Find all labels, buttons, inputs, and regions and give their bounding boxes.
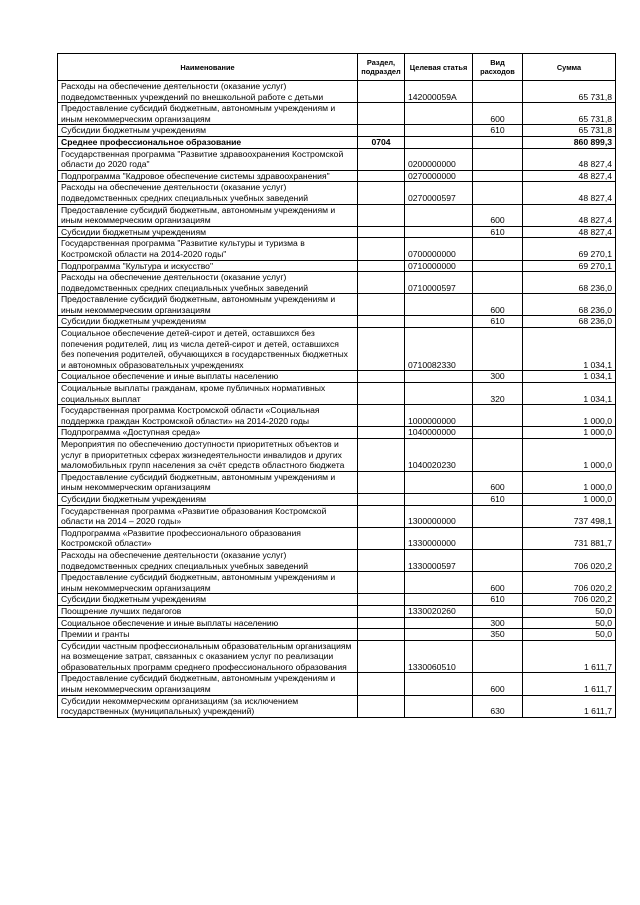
cell-section [358, 439, 405, 472]
cell-section [358, 427, 405, 439]
budget-table-page [57, 53, 615, 718]
cell-type: 630 [473, 695, 523, 717]
cell-target: 0270000000 [405, 170, 473, 182]
cell-section [358, 328, 405, 371]
header-sum: Сумма [523, 54, 616, 81]
cell-target: 0270000597 [405, 182, 473, 204]
cell-section [358, 371, 405, 383]
cell-target: 1330000597 [405, 549, 473, 571]
cell-type [473, 505, 523, 527]
cell-target [405, 695, 473, 717]
cell-name: Социальное обеспечение детей-сирот и детей, оставшихся без попечения родителей, лиц из числа детей-сирот и детей, оставшихся без попечения родителей, обучающихся в государственных бюджетных и автономных образовательных учреждениях [58, 328, 358, 371]
cell-target: 1300000000 [405, 505, 473, 527]
table-row [58, 182, 616, 204]
cell-type: 600 [473, 204, 523, 226]
table-row [58, 81, 616, 103]
cell-section [358, 640, 405, 673]
cell-type [473, 260, 523, 272]
cell-name: Субсидии бюджетным учреждениям [58, 125, 358, 137]
cell-name: Мероприятия по обеспечению доступности приоритетных объектов и услуг в приоритетных сферах жизнедеятельности инвалидов и других маломобильных групп населения за счёт средств областного бюджета [58, 439, 358, 472]
cell-target: 1330000000 [405, 527, 473, 549]
cell-name: Субсидии бюджетным учреждениям [58, 493, 358, 505]
cell-name: Расходы на обеспечение деятельности (оказание услуг) подведомственных средних специальных учебных заведений [58, 549, 358, 571]
table-row [58, 629, 616, 641]
cell-sum: 65 731,8 [523, 125, 616, 137]
table-row [58, 439, 616, 472]
cell-sum: 48 827,4 [523, 170, 616, 182]
cell-type [473, 81, 523, 103]
table-row [58, 125, 616, 137]
cell-section [358, 125, 405, 137]
cell-name: Предоставление субсидий бюджетным, автономным учреждениям и иным некоммерческим организациям [58, 294, 358, 316]
table-row [58, 549, 616, 571]
cell-section [358, 549, 405, 571]
cell-section [358, 238, 405, 260]
cell-sum: 1 000,0 [523, 427, 616, 439]
cell-target: 0710000597 [405, 272, 473, 294]
cell-type: 600 [473, 572, 523, 594]
cell-name: Социальные выплаты гражданам, кроме публичных нормативных социальных выплат [58, 383, 358, 405]
cell-section [358, 103, 405, 125]
table-row [58, 238, 616, 260]
cell-section [358, 605, 405, 617]
cell-sum: 1 611,7 [523, 673, 616, 695]
cell-section: 0704 [358, 136, 405, 148]
cell-type: 600 [473, 673, 523, 695]
cell-sum: 68 236,0 [523, 272, 616, 294]
table-row [58, 617, 616, 629]
table-row [58, 103, 616, 125]
cell-sum: 731 881,7 [523, 527, 616, 549]
cell-name: Подпрограмма "Культура и искусство" [58, 260, 358, 272]
cell-name: Субсидии бюджетным учреждениям [58, 594, 358, 606]
cell-target: 1000000000 [405, 405, 473, 427]
cell-name: Социальное обеспечение и иные выплаты населению [58, 371, 358, 383]
cell-type [473, 170, 523, 182]
table-row [58, 148, 616, 170]
cell-target: 0700000000 [405, 238, 473, 260]
table-row [58, 383, 616, 405]
cell-sum: 1 000,0 [523, 493, 616, 505]
table-row [58, 294, 616, 316]
cell-sum: 1 611,7 [523, 695, 616, 717]
cell-type [473, 238, 523, 260]
cell-name: Государственная программа "Развитие культуры и туризма в Костромской области на 2014-2020 годы" [58, 238, 358, 260]
cell-target [405, 471, 473, 493]
cell-target [405, 629, 473, 641]
cell-name: Среднее профессиональное образование [58, 136, 358, 148]
cell-sum: 48 827,4 [523, 204, 616, 226]
cell-type: 300 [473, 617, 523, 629]
cell-name: Субсидии некоммерческим организациям (за исключением государственных (муниципальных) учреждений) [58, 695, 358, 717]
cell-target [405, 594, 473, 606]
cell-name: Государственная программа "Развитие здравоохранения Костромской области до 2020 года" [58, 148, 358, 170]
cell-sum: 1 000,0 [523, 439, 616, 472]
cell-target [405, 125, 473, 137]
cell-section [358, 182, 405, 204]
cell-sum: 1 034,1 [523, 328, 616, 371]
cell-type: 610 [473, 493, 523, 505]
cell-target [405, 204, 473, 226]
table-row [58, 505, 616, 527]
cell-target [405, 226, 473, 238]
cell-type: 600 [473, 103, 523, 125]
cell-sum: 68 236,0 [523, 294, 616, 316]
cell-sum: 68 236,0 [523, 316, 616, 328]
cell-name: Поощрение лучших педагогов [58, 605, 358, 617]
cell-type [473, 427, 523, 439]
cell-name: Расходы на обеспечение деятельности (оказание услуг) подведомственных учреждений по внешкольной работе с детьми [58, 81, 358, 103]
cell-target [405, 316, 473, 328]
cell-target [405, 371, 473, 383]
cell-target [405, 572, 473, 594]
table-row [58, 695, 616, 717]
cell-section [358, 148, 405, 170]
cell-type [473, 527, 523, 549]
cell-name: Субсидии бюджетным учреждениям [58, 316, 358, 328]
cell-target: 1330060510 [405, 640, 473, 673]
cell-sum: 50,0 [523, 629, 616, 641]
cell-sum: 65 731,8 [523, 81, 616, 103]
table-row [58, 316, 616, 328]
cell-type: 610 [473, 226, 523, 238]
cell-type: 610 [473, 316, 523, 328]
table-body [58, 81, 616, 718]
cell-name: Расходы на обеспечение деятельности (оказание услуг) подведомственных средних специальных учебных заведений [58, 272, 358, 294]
cell-type: 600 [473, 471, 523, 493]
table-row [58, 572, 616, 594]
cell-target [405, 103, 473, 125]
cell-name: Предоставление субсидий бюджетным, автономным учреждениям и иным некоммерческим организациям [58, 204, 358, 226]
cell-section [358, 629, 405, 641]
cell-sum: 69 270,1 [523, 260, 616, 272]
cell-type [473, 148, 523, 170]
cell-type: 300 [473, 371, 523, 383]
cell-target [405, 383, 473, 405]
table-row [58, 673, 616, 695]
cell-section [358, 260, 405, 272]
cell-section [358, 226, 405, 238]
cell-name: Предоставление субсидий бюджетным, автономным учреждениям и иным некоммерческим организациям [58, 471, 358, 493]
cell-sum: 706 020,2 [523, 594, 616, 606]
cell-section [358, 316, 405, 328]
table-row [58, 471, 616, 493]
cell-target [405, 294, 473, 316]
cell-section [358, 505, 405, 527]
cell-sum: 69 270,1 [523, 238, 616, 260]
cell-target [405, 673, 473, 695]
cell-type: 350 [473, 629, 523, 641]
cell-sum: 706 020,2 [523, 572, 616, 594]
cell-name: Государственная программа Костромской области «Социальная поддержка граждан Костромской области» на 2014-2020 годы [58, 405, 358, 427]
cell-type: 600 [473, 294, 523, 316]
cell-name: Субсидии бюджетным учреждениям [58, 226, 358, 238]
table-row [58, 594, 616, 606]
cell-target: 0200000000 [405, 148, 473, 170]
budget-table [57, 53, 616, 718]
cell-sum: 50,0 [523, 617, 616, 629]
cell-section [358, 294, 405, 316]
cell-section [358, 204, 405, 226]
cell-sum: 706 020,2 [523, 549, 616, 571]
cell-target: 1330020260 [405, 605, 473, 617]
cell-sum: 737 498,1 [523, 505, 616, 527]
cell-section [358, 572, 405, 594]
cell-name: Предоставление субсидий бюджетным, автономным учреждениям и иным некоммерческим организациям [58, 673, 358, 695]
cell-section [358, 617, 405, 629]
cell-type: 610 [473, 125, 523, 137]
cell-section [358, 272, 405, 294]
cell-name: Подпрограмма "Кадровое обеспечение системы здравоохранения" [58, 170, 358, 182]
cell-type: 610 [473, 594, 523, 606]
cell-name: Подпрограмма «Доступная среда» [58, 427, 358, 439]
cell-section [358, 673, 405, 695]
cell-name: Социальное обеспечение и иные выплаты населению [58, 617, 358, 629]
cell-type [473, 405, 523, 427]
cell-type [473, 439, 523, 472]
cell-name: Предоставление субсидий бюджетным, автономным учреждениям и иным некоммерческим организациям [58, 572, 358, 594]
cell-target [405, 617, 473, 629]
cell-target [405, 493, 473, 505]
cell-section [358, 81, 405, 103]
cell-target: 0710000000 [405, 260, 473, 272]
cell-section [358, 383, 405, 405]
table-row [58, 136, 616, 148]
header-name: Наименование [58, 54, 358, 81]
cell-section [358, 695, 405, 717]
table-row [58, 527, 616, 549]
cell-section [358, 527, 405, 549]
cell-sum: 48 827,4 [523, 148, 616, 170]
cell-type [473, 549, 523, 571]
cell-name: Государственная программа «Развитие образования Костромской области на 2014 – 2020 годы» [58, 505, 358, 527]
table-row [58, 328, 616, 371]
cell-type [473, 182, 523, 204]
header-section: Раздел, подраздел [358, 54, 405, 81]
cell-sum: 1 000,0 [523, 405, 616, 427]
cell-name: Подпрограмма «Развитие профессионального образования Костромской области» [58, 527, 358, 549]
cell-sum: 65 731,8 [523, 103, 616, 125]
cell-type: 320 [473, 383, 523, 405]
cell-sum: 1 611,7 [523, 640, 616, 673]
header-target: Целевая статья [405, 54, 473, 81]
table-row [58, 204, 616, 226]
table-row [58, 427, 616, 439]
cell-name: Расходы на обеспечение деятельности (оказание услуг) подведомственных средних специальных учебных заведений [58, 182, 358, 204]
cell-sum: 1 000,0 [523, 471, 616, 493]
cell-type [473, 272, 523, 294]
cell-name: Субсидии частным профессиональным образовательным организациям на возмещение затрат, связанных с оказанием услуг по реализации образовательных программ среднего профессионального образования [58, 640, 358, 673]
cell-section [358, 405, 405, 427]
cell-target: 1040000000 [405, 427, 473, 439]
cell-type [473, 605, 523, 617]
cell-target [405, 136, 473, 148]
cell-section [358, 594, 405, 606]
cell-target: 1040020230 [405, 439, 473, 472]
cell-sum: 48 827,4 [523, 226, 616, 238]
cell-sum: 860 899,3 [523, 136, 616, 148]
table-row [58, 605, 616, 617]
table-row [58, 272, 616, 294]
cell-name: Премии и гранты [58, 629, 358, 641]
cell-sum: 1 034,1 [523, 383, 616, 405]
table-row [58, 640, 616, 673]
cell-target: 142000059А [405, 81, 473, 103]
cell-section [358, 170, 405, 182]
table-row [58, 226, 616, 238]
table-row [58, 371, 616, 383]
table-row [58, 405, 616, 427]
table-row [58, 493, 616, 505]
cell-type [473, 136, 523, 148]
cell-target: 0710082330 [405, 328, 473, 371]
cell-section [358, 471, 405, 493]
table-header-row [58, 54, 616, 81]
header-type: Вид расходов [473, 54, 523, 81]
cell-sum: 48 827,4 [523, 182, 616, 204]
cell-sum: 1 034,1 [523, 371, 616, 383]
table-row [58, 260, 616, 272]
cell-type [473, 328, 523, 371]
cell-type [473, 640, 523, 673]
cell-section [358, 493, 405, 505]
cell-name: Предоставление субсидий бюджетным, автономным учреждениям и иным некоммерческим организациям [58, 103, 358, 125]
table-row [58, 170, 616, 182]
cell-sum: 50,0 [523, 605, 616, 617]
